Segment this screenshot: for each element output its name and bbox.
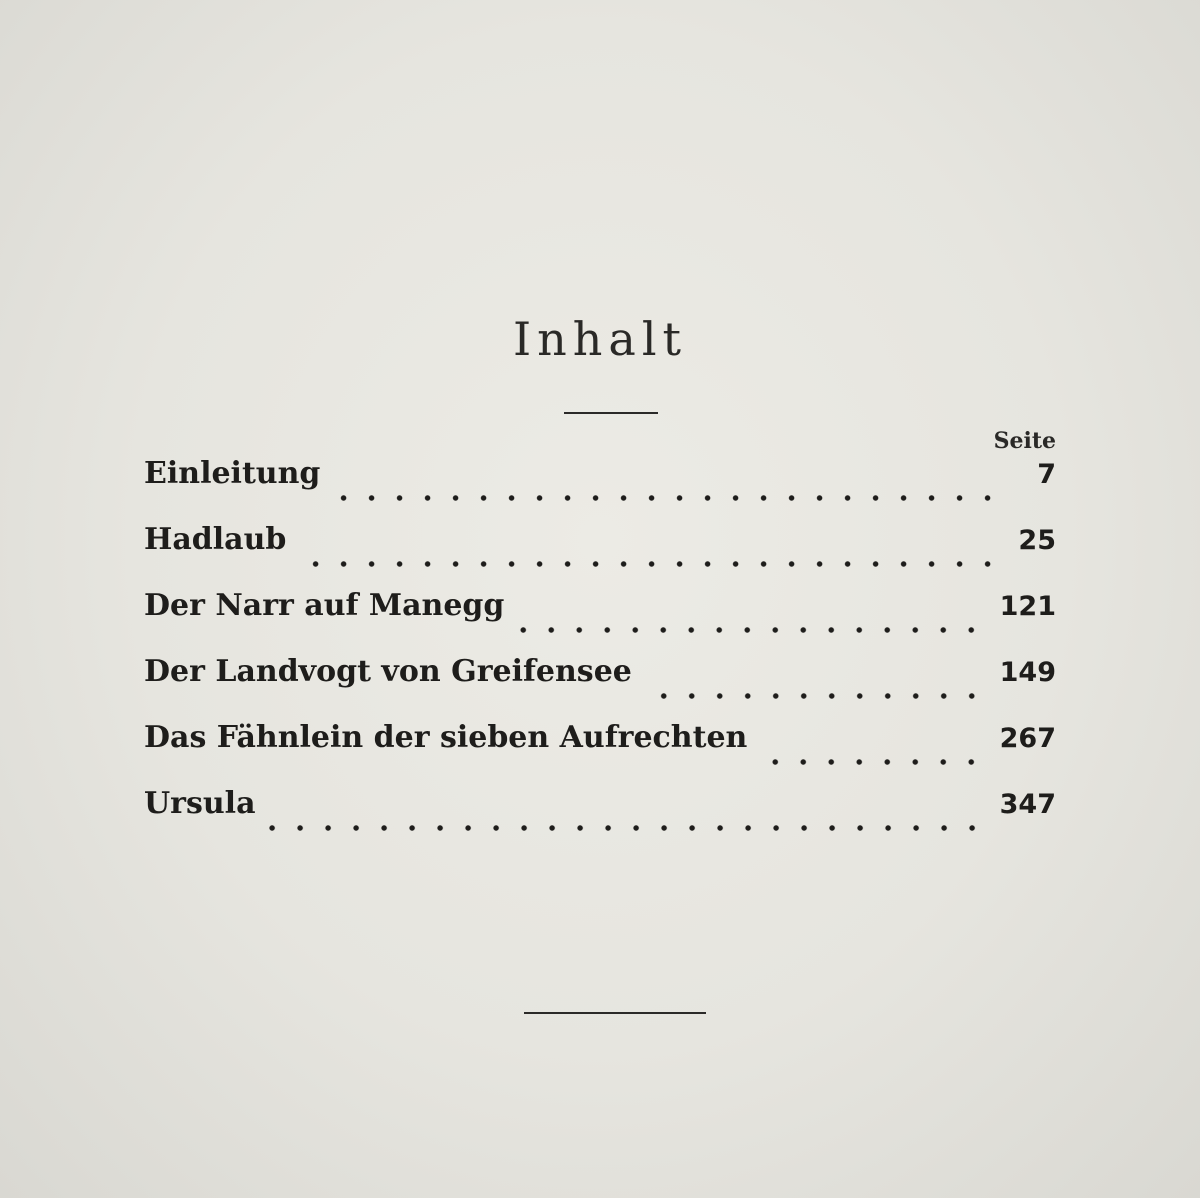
toc-entry-title: Hadlaub [144,522,287,557]
toc-entry [144,456,1056,522]
toc-entry-page: 267 [999,723,1056,754]
dot-leader [644,693,986,699]
toc-entry [144,522,1056,588]
dot-leader [332,495,1002,501]
page-column-header: Seite [993,428,1056,454]
dot-leader [298,561,1002,567]
toc-entry-page: 347 [999,789,1056,820]
toc-entry [144,654,1056,720]
toc-entry-title: Ursula [144,786,256,821]
dot-leader [268,825,986,831]
toc-entry-title: Der Narr auf Manegg [144,588,505,623]
toc-entry-page: 7 [1037,459,1056,490]
toc-entry-title: Das Fähnlein der sieben Aufrechten [144,720,748,755]
toc-entry-page: 149 [999,657,1056,688]
toc-entry [144,588,1056,654]
dot-leader [516,627,985,633]
toc-entry-page: 121 [999,591,1056,622]
dot-leader [759,759,985,765]
title-divider [564,412,658,414]
footer-divider [524,1012,706,1014]
toc-entry-page: 25 [1018,525,1056,556]
table-of-contents [144,456,1056,852]
toc-entry [144,786,1056,852]
toc-entry-title: Der Landvogt von Greifensee [144,654,632,689]
toc-entry [144,720,1056,786]
page-title: Inhalt [512,312,688,366]
toc-entry-title: Einleitung [144,456,321,491]
